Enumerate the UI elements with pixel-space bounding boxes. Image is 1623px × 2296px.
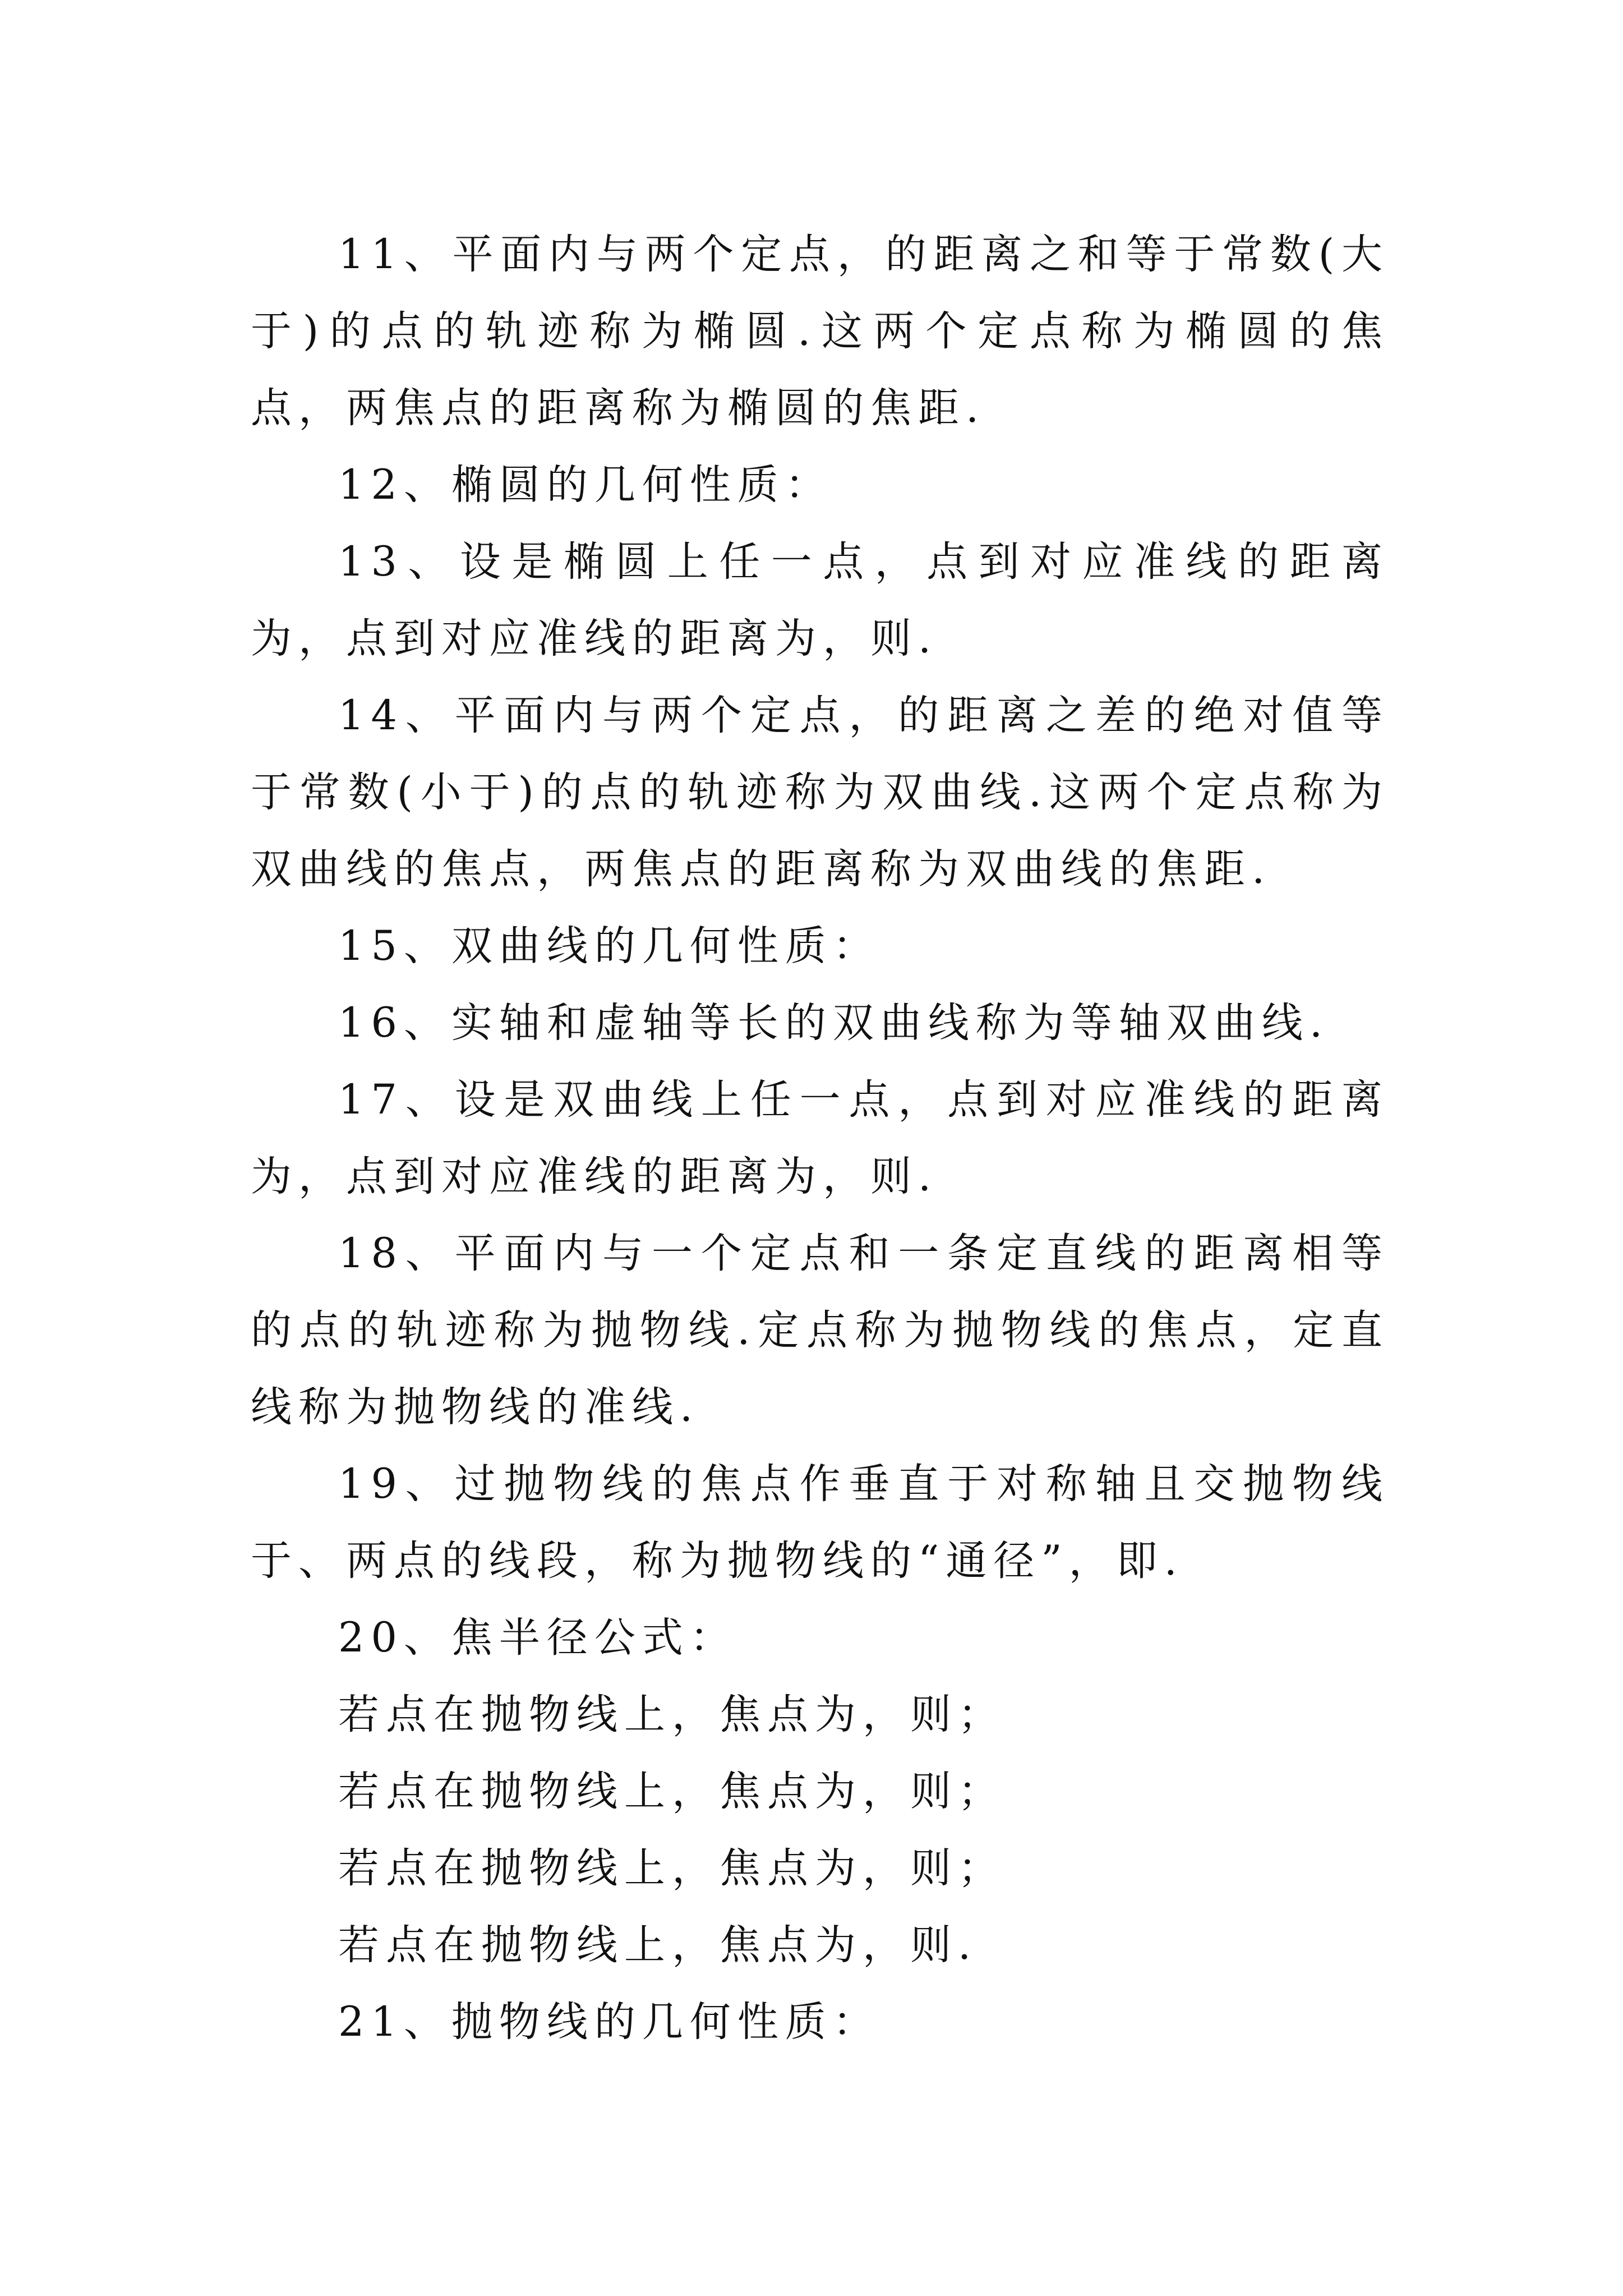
paragraph-19: 19、过抛物线的焦点作垂直于对称轴且交抛物线于、两点的线段，称为抛物线的“通径”，即. xyxy=(251,1460,1389,1585)
paragraph-14: 14、平面内与两个定点，的距离之差的绝对值等于常数(小于)的点的轨迹称为双曲线.这两个定点称为双曲线的焦点，两焦点的距离称为双曲线的焦距. xyxy=(251,692,1389,893)
paragraph-15: 15、双曲线的几何性质： xyxy=(338,922,880,970)
paragraph-13: 13、设是椭圆上任一点，点到对应准线的距离为，点到对应准线的距离为，则. xyxy=(251,538,1389,662)
paragraph-20: 20、焦半径公式： xyxy=(338,1614,737,1662)
paragraph-20-case-1: 若点在抛物线上，焦点为，则； xyxy=(338,1691,1006,1738)
paragraph-21: 21、抛物线的几何性质： xyxy=(338,1998,880,2046)
paragraph-11: 11、平面内与两个定点，的距离之和等于常数(大于)的点的轨迹称为椭圆.这两个定点称为椭圆的焦点，两焦点的距离称为椭圆的焦距. xyxy=(251,231,1389,432)
paragraph-16: 16、实轴和虚轴等长的双曲线称为等轴双曲线. xyxy=(338,999,1330,1047)
paragraph-20-case-4: 若点在抛物线上，焦点为，则. xyxy=(338,1921,978,1969)
paragraph-12: 12、椭圆的几何性质： xyxy=(338,461,833,509)
paragraph-20-case-3: 若点在抛物线上，焦点为，则； xyxy=(338,1844,1006,1892)
paragraph-18: 18、平面内与一个定点和一条定直线的距离相等的点的轨迹称为抛物线.定点称为抛物线的焦点，定直线称为抛物线的准线. xyxy=(251,1230,1389,1431)
document-body xyxy=(251,216,1389,2060)
paragraph-20-case-2: 若点在抛物线上，焦点为，则； xyxy=(338,1768,1006,1815)
paragraph-17: 17、设是双曲线上任一点，点到对应准线的距离为，点到对应准线的距离为，则. xyxy=(251,1076,1389,1200)
